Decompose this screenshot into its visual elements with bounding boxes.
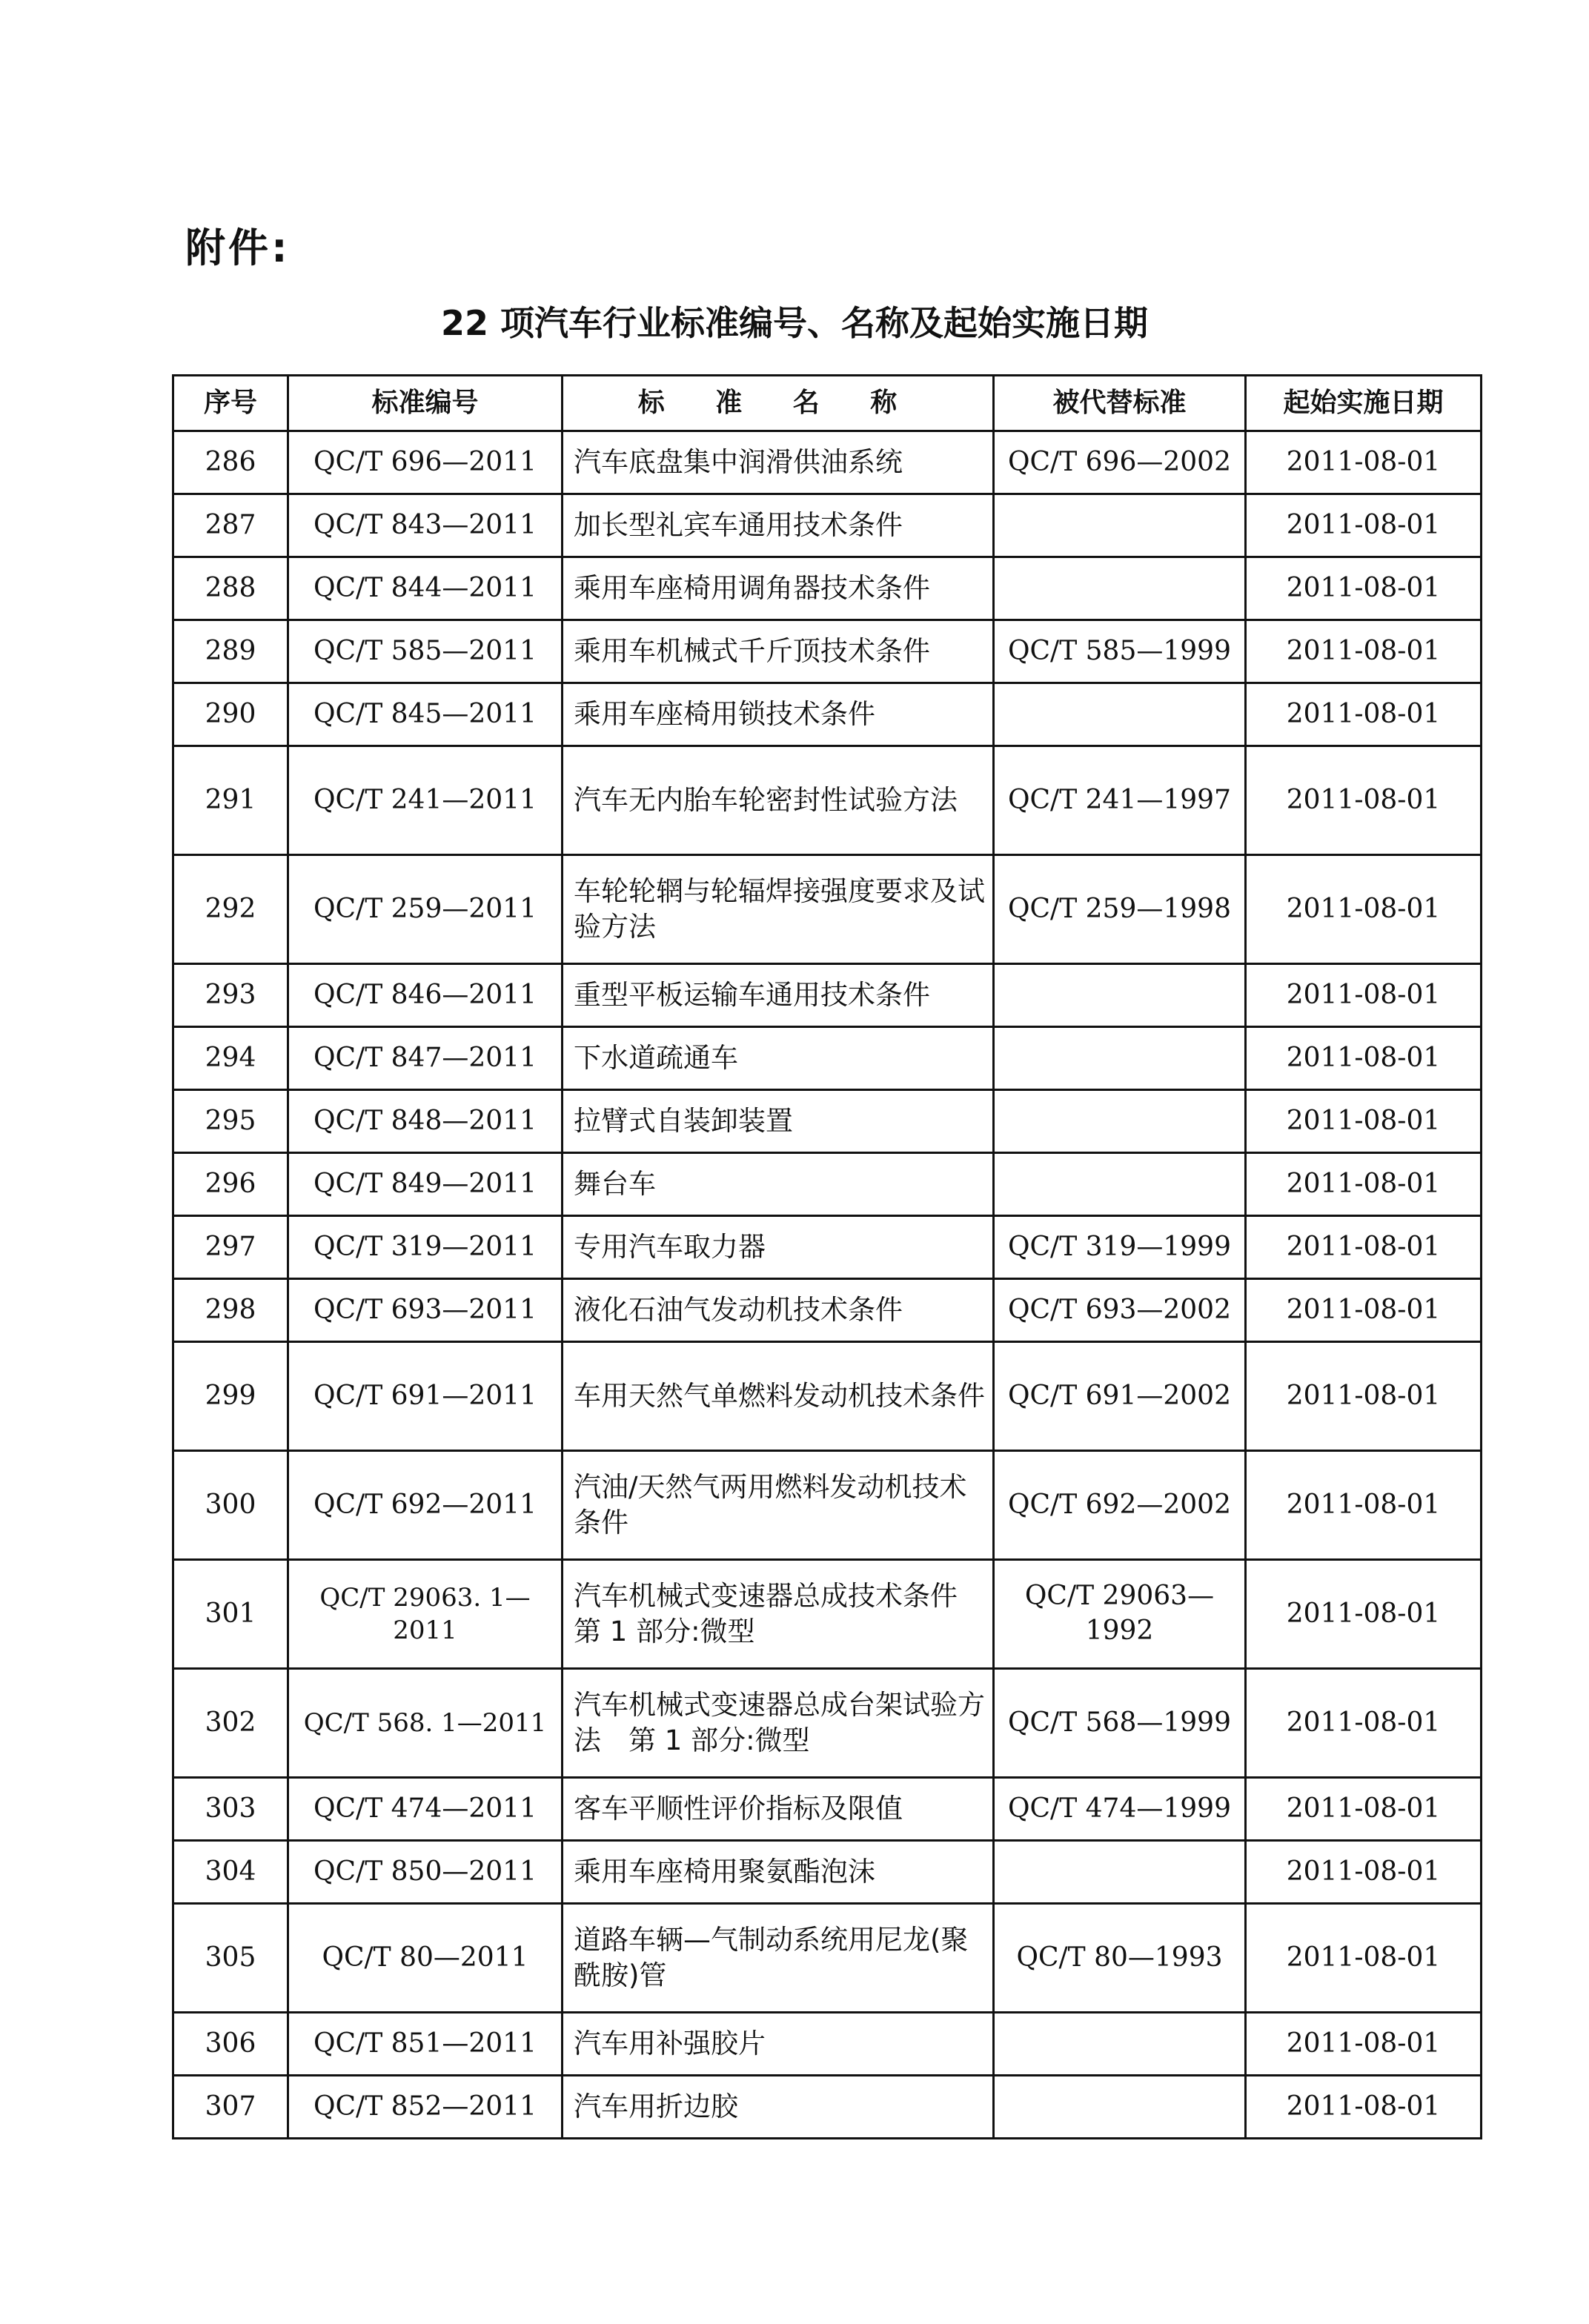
cell-date: 2011-08-01 <box>1246 494 1482 557</box>
cell-seq: 292 <box>173 855 288 964</box>
cell-seq: 306 <box>173 2013 288 2076</box>
table-row <box>173 1216 1482 1279</box>
standards-table <box>172 374 1482 2139</box>
cell-name: 下水道疏通车 <box>563 1027 994 1090</box>
table-row <box>173 1027 1482 1090</box>
cell-code: QC/T 852—2011 <box>288 2076 563 2139</box>
cell-name: 车用天然气单燃料发动机技术条件 <box>563 1342 994 1451</box>
table-row <box>173 1841 1482 1904</box>
cell-date: 2011-08-01 <box>1246 1451 1482 1560</box>
cell-replaced: QC/T 80—1993 <box>994 1904 1246 2013</box>
cell-date: 2011-08-01 <box>1246 1669 1482 1778</box>
cell-replaced <box>994 1027 1246 1090</box>
table-row <box>173 431 1482 494</box>
table-header-row <box>173 376 1482 431</box>
cell-name: 乘用车座椅用锁技术条件 <box>563 683 994 746</box>
cell-name: 重型平板运输车通用技术条件 <box>563 964 994 1027</box>
table-row <box>173 964 1482 1027</box>
cell-seq: 300 <box>173 1451 288 1560</box>
table-row <box>173 1090 1482 1153</box>
cell-replaced <box>994 964 1246 1027</box>
table-row <box>173 620 1482 683</box>
cell-name: 道路车辆—气制动系统用尼龙(聚酰胺)管 <box>563 1904 994 2013</box>
header-code: 标准编号 <box>288 376 563 431</box>
cell-code: QC/T 696—2011 <box>288 431 563 494</box>
cell-replaced: QC/T 696—2002 <box>994 431 1246 494</box>
cell-date: 2011-08-01 <box>1246 1841 1482 1904</box>
table-row <box>173 1669 1482 1778</box>
cell-date: 2011-08-01 <box>1246 431 1482 494</box>
document-title: 22 项汽车行业标准编号、名称及起始实施日期 <box>440 303 1149 343</box>
cell-replaced <box>994 2013 1246 2076</box>
cell-replaced: QC/T 693—2002 <box>994 1279 1246 1342</box>
cell-name: 专用汽车取力器 <box>563 1216 994 1279</box>
cell-replaced: QC/T 29063—1992 <box>994 1560 1246 1669</box>
cell-code: QC/T 843—2011 <box>288 494 563 557</box>
cell-code: QC/T 851—2011 <box>288 2013 563 2076</box>
table-row <box>173 2013 1482 2076</box>
cell-code: QC/T 848—2011 <box>288 1090 563 1153</box>
cell-seq: 298 <box>173 1279 288 1342</box>
cell-replaced: QC/T 474—1999 <box>994 1778 1246 1841</box>
cell-replaced: QC/T 568—1999 <box>994 1669 1246 1778</box>
cell-seq: 290 <box>173 683 288 746</box>
cell-date: 2011-08-01 <box>1246 746 1482 855</box>
cell-replaced <box>994 557 1246 620</box>
cell-seq: 291 <box>173 746 288 855</box>
table-body <box>173 431 1482 2139</box>
cell-replaced <box>994 494 1246 557</box>
cell-seq: 304 <box>173 1841 288 1904</box>
cell-seq: 307 <box>173 2076 288 2139</box>
cell-date: 2011-08-01 <box>1246 557 1482 620</box>
cell-code: QC/T 844—2011 <box>288 557 563 620</box>
cell-replaced <box>994 683 1246 746</box>
cell-seq: 294 <box>173 1027 288 1090</box>
cell-replaced: QC/T 692—2002 <box>994 1451 1246 1560</box>
cell-date: 2011-08-01 <box>1246 1342 1482 1451</box>
table-row <box>173 1342 1482 1451</box>
cell-name: 汽车用折边胶 <box>563 2076 994 2139</box>
cell-code: QC/T 846—2011 <box>288 964 563 1027</box>
cell-name: 客车平顺性评价指标及限值 <box>563 1778 994 1841</box>
table-row <box>173 494 1482 557</box>
cell-name: 汽车用补强胶片 <box>563 2013 994 2076</box>
table-row <box>173 557 1482 620</box>
cell-code: QC/T 693—2011 <box>288 1279 563 1342</box>
table-row <box>173 683 1482 746</box>
header-name: 标 准 名 称 <box>563 376 994 431</box>
cell-replaced: QC/T 319—1999 <box>994 1216 1246 1279</box>
cell-seq: 305 <box>173 1904 288 2013</box>
cell-code: QC/T 241—2011 <box>288 746 563 855</box>
cell-date: 2011-08-01 <box>1246 1279 1482 1342</box>
cell-date: 2011-08-01 <box>1246 1560 1482 1669</box>
table-row <box>173 746 1482 855</box>
cell-replaced: QC/T 691—2002 <box>994 1342 1246 1451</box>
cell-name: 乘用车座椅用聚氨酯泡沫 <box>563 1841 994 1904</box>
table-row <box>173 855 1482 964</box>
cell-name: 液化石油气发动机技术条件 <box>563 1279 994 1342</box>
cell-code: QC/T 692—2011 <box>288 1451 563 1560</box>
cell-code: QC/T 80—2011 <box>288 1904 563 2013</box>
cell-seq: 302 <box>173 1669 288 1778</box>
cell-code: QC/T 585—2011 <box>288 620 563 683</box>
cell-replaced: QC/T 241—1997 <box>994 746 1246 855</box>
cell-name: 乘用车机械式千斤顶技术条件 <box>563 620 994 683</box>
table-row <box>173 2076 1482 2139</box>
cell-replaced <box>994 1153 1246 1216</box>
attachment-heading: 附件: <box>185 225 291 271</box>
header-replaced: 被代替标准 <box>994 376 1246 431</box>
cell-replaced <box>994 1090 1246 1153</box>
cell-date: 2011-08-01 <box>1246 855 1482 964</box>
cell-date: 2011-08-01 <box>1246 1153 1482 1216</box>
cell-date: 2011-08-01 <box>1246 1904 1482 2013</box>
table-row <box>173 1560 1482 1669</box>
cell-seq: 287 <box>173 494 288 557</box>
table-row <box>173 1451 1482 1560</box>
cell-code: QC/T 474—2011 <box>288 1778 563 1841</box>
cell-date: 2011-08-01 <box>1246 1090 1482 1153</box>
cell-seq: 288 <box>173 557 288 620</box>
cell-code: QC/T 849—2011 <box>288 1153 563 1216</box>
cell-date: 2011-08-01 <box>1246 964 1482 1027</box>
cell-seq: 301 <box>173 1560 288 1669</box>
cell-name: 汽车底盘集中润滑供油系统 <box>563 431 994 494</box>
cell-date: 2011-08-01 <box>1246 683 1482 746</box>
cell-date: 2011-08-01 <box>1246 1216 1482 1279</box>
cell-replaced: QC/T 259—1998 <box>994 855 1246 964</box>
cell-name: 汽车机械式变速器总成台架试验方法 第 1 部分:微型 <box>563 1669 994 1778</box>
cell-seq: 297 <box>173 1216 288 1279</box>
table-row <box>173 1778 1482 1841</box>
cell-replaced <box>994 1841 1246 1904</box>
table-row <box>173 1904 1482 2013</box>
header-seq: 序号 <box>173 376 288 431</box>
cell-seq: 286 <box>173 431 288 494</box>
cell-seq: 299 <box>173 1342 288 1451</box>
cell-code: QC/T 850—2011 <box>288 1841 563 1904</box>
table-row <box>173 1153 1482 1216</box>
cell-date: 2011-08-01 <box>1246 1027 1482 1090</box>
cell-name: 汽油/天然气两用燃料发动机技术条件 <box>563 1451 994 1560</box>
cell-replaced: QC/T 585—1999 <box>994 620 1246 683</box>
cell-seq: 295 <box>173 1090 288 1153</box>
cell-code: QC/T 29063. 1—2011 <box>288 1560 563 1669</box>
cell-seq: 289 <box>173 620 288 683</box>
cell-replaced <box>994 2076 1246 2139</box>
cell-name: 加长型礼宾车通用技术条件 <box>563 494 994 557</box>
cell-code: QC/T 259—2011 <box>288 855 563 964</box>
cell-name: 汽车机械式变速器总成技术条件 第 1 部分:微型 <box>563 1560 994 1669</box>
cell-date: 2011-08-01 <box>1246 1778 1482 1841</box>
cell-seq: 293 <box>173 964 288 1027</box>
cell-code: QC/T 568. 1—2011 <box>288 1669 563 1778</box>
cell-name: 车轮轮辋与轮辐焊接强度要求及试验方法 <box>563 855 994 964</box>
cell-code: QC/T 691—2011 <box>288 1342 563 1451</box>
cell-code: QC/T 319—2011 <box>288 1216 563 1279</box>
cell-name: 拉臂式自装卸装置 <box>563 1090 994 1153</box>
cell-seq: 303 <box>173 1778 288 1841</box>
cell-date: 2011-08-01 <box>1246 620 1482 683</box>
cell-code: QC/T 847—2011 <box>288 1027 563 1090</box>
cell-code: QC/T 845—2011 <box>288 683 563 746</box>
cell-date: 2011-08-01 <box>1246 2013 1482 2076</box>
cell-date: 2011-08-01 <box>1246 2076 1482 2139</box>
cell-name: 乘用车座椅用调角器技术条件 <box>563 557 994 620</box>
cell-name: 舞台车 <box>563 1153 994 1216</box>
table-row <box>173 1279 1482 1342</box>
cell-seq: 296 <box>173 1153 288 1216</box>
cell-name: 汽车无内胎车轮密封性试验方法 <box>563 746 994 855</box>
header-date: 起始实施日期 <box>1246 376 1482 431</box>
